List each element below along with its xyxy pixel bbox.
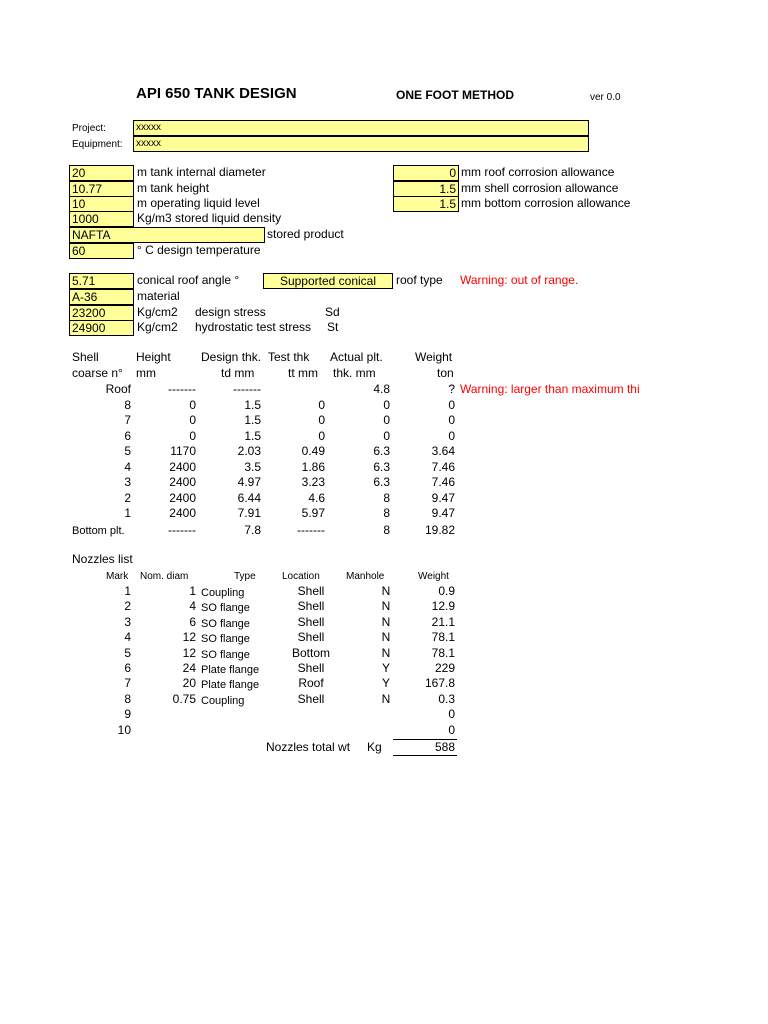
nozzle-cell-location: Shell <box>297 661 325 675</box>
shell-cell-design-thk: 3.5 <box>244 460 261 474</box>
nozzle-cell-type: SO flange <box>201 618 250 630</box>
roof-angle-label: conical roof angle ° <box>137 273 240 287</box>
shell-cell-actual-plt: 0 <box>383 429 390 443</box>
roof-angle-warning: Warning: out of range. <box>460 273 579 287</box>
nozzle-cell-type: Coupling <box>201 587 245 599</box>
test-stress-label: hydrostatic test stress <box>195 320 312 334</box>
nozzle-cell-mark: 5 <box>124 646 131 660</box>
nozzle-cell-mark: 3 <box>124 615 131 629</box>
nozzle-header-location: Location <box>282 571 320 582</box>
shell-header-actual-plt: Actual plt. <box>330 350 383 364</box>
roof-type-select[interactable]: Supported conical <box>263 273 393 289</box>
nozzle-cell-type: Plate flange <box>201 664 260 676</box>
nozzles-title: Nozzles list <box>72 552 133 566</box>
temperature-label: ° C design temperature <box>137 243 261 257</box>
version-label: ver 0.0 <box>590 92 621 103</box>
nozzle-cell-mark: 10 <box>117 723 131 737</box>
nozzle-cell-nom-diam: 4 <box>189 599 196 613</box>
nozzle-cell-type: Plate flange <box>201 679 260 691</box>
product-label: stored product <box>267 227 344 241</box>
shell-cell-course: 4 <box>124 460 131 474</box>
shell-cell-weight: 19.82 <box>424 523 455 537</box>
shell-cell-course: 3 <box>124 475 131 489</box>
density-input[interactable]: 1000 <box>69 211 134 227</box>
shell-cell-weight: 7.46 <box>431 460 455 474</box>
nozzle-cell-manhole: Y <box>381 676 390 690</box>
nozzle-cell-manhole: Y <box>381 661 390 675</box>
shell-header-design-thk: Design thk. <box>201 350 262 364</box>
shell-cell-height: 0 <box>189 429 196 443</box>
nozzle-cell-location: Shell <box>297 584 325 598</box>
height-input[interactable]: 10.77 <box>69 181 134 197</box>
shell-cell-course: 7 <box>124 413 131 427</box>
nozzle-cell-type: SO flange <box>201 633 250 645</box>
test-stress-symbol: St <box>327 320 339 334</box>
shell-cell-design-thk: ------- <box>233 382 261 396</box>
shell-cell-height: 2400 <box>169 475 196 489</box>
design-stress-unit: Kg/cm2 <box>137 305 178 319</box>
nozzle-cell-nom-diam: 6 <box>189 615 196 629</box>
design-stress-label: design stress <box>195 305 266 319</box>
page-title: API 650 TANK DESIGN <box>136 85 297 102</box>
project-label: Project: <box>72 123 106 134</box>
shell-cell-actual-plt: 8 <box>383 491 390 505</box>
nozzles-total-label: Nozzles total wt <box>266 740 351 754</box>
shell-header-course: Shell <box>72 350 99 364</box>
nozzles-total-value: 588 <box>434 740 455 754</box>
shell-corrosion-input[interactable]: 1.5 <box>393 181 459 197</box>
nozzle-cell-mark: 1 <box>124 584 131 598</box>
shell-cell-course: 2 <box>124 491 131 505</box>
shell-cell-height: 0 <box>189 398 196 412</box>
test-stress-unit: Kg/cm2 <box>137 320 178 334</box>
shell-cell-design-thk: 6.44 <box>237 491 261 505</box>
shell-cell-course: 1 <box>124 506 131 520</box>
temperature-input[interactable]: 60 <box>69 243 134 259</box>
bottom-corrosion-input[interactable]: 1.5 <box>393 196 459 212</box>
shell-cell-weight: 0 <box>448 429 455 443</box>
nozzle-header-manhole: Manhole <box>346 571 385 582</box>
nozzle-cell-nom-diam: 24 <box>182 661 196 675</box>
shell-corrosion-label: mm shell corrosion allowance <box>461 181 619 195</box>
nozzle-cell-type: Coupling <box>201 695 245 707</box>
liquid-level-input[interactable]: 10 <box>69 196 134 212</box>
nozzle-cell-weight: 0.3 <box>438 692 455 706</box>
shell-cell-actual-plt: 0 <box>383 398 390 412</box>
design-stress-symbol: Sd <box>325 305 340 319</box>
nozzle-cell-manhole: N <box>381 615 391 629</box>
equipment-input[interactable]: xxxxx <box>133 136 589 152</box>
nozzle-cell-weight: 12.9 <box>431 599 455 613</box>
nozzle-cell-type: SO flange <box>201 649 250 661</box>
shell-cell-design-thk: 2.03 <box>237 444 261 458</box>
nozzle-header-nom-diam: Nom. diam <box>140 571 189 582</box>
nozzle-header-type: Type <box>234 571 256 582</box>
nozzle-cell-mark: 6 <box>124 661 131 675</box>
shell-cell-course: 5 <box>124 444 131 458</box>
nozzle-cell-nom-diam: 1 <box>189 584 196 598</box>
equipment-label: Equipment: <box>72 139 123 150</box>
shell-subheader-test-thk: tt mm <box>288 366 318 380</box>
nozzle-cell-type: SO flange <box>201 602 250 614</box>
shell-cell-weight: 3.64 <box>431 444 455 458</box>
shell-cell-course: Bottom plt. <box>72 525 125 537</box>
nozzles-total-unit: Kg <box>367 740 382 754</box>
shell-subheader-weight: ton <box>437 366 454 380</box>
shell-cell-height: ------- <box>168 523 196 537</box>
nozzle-cell-manhole: N <box>381 584 391 598</box>
bottom-corrosion-label: mm bottom corrosion allowance <box>461 196 631 210</box>
nozzle-cell-nom-diam: 12 <box>182 630 196 644</box>
shell-cell-test-thk: 4.6 <box>308 491 325 505</box>
nozzle-cell-location: Shell <box>297 599 325 613</box>
nozzle-header-weight: Weight <box>418 571 449 582</box>
nozzle-cell-location: Shell <box>297 630 325 644</box>
shell-cell-course: Roof <box>105 382 131 396</box>
shell-cell-test-thk: 5.97 <box>301 506 325 520</box>
shell-cell-test-thk: 0 <box>318 429 325 443</box>
nozzle-cell-location: Roof <box>298 676 324 690</box>
shell-cell-height: 2400 <box>169 506 196 520</box>
shell-cell-actual-plt: 6.3 <box>373 444 390 458</box>
shell-subheader-course: coarse n° <box>72 366 123 380</box>
shell-cell-actual-plt: 4.8 <box>373 382 390 396</box>
shell-cell-design-thk: 7.8 <box>244 523 261 537</box>
shell-cell-actual-plt: 0 <box>383 413 390 427</box>
height-label: m tank height <box>137 181 210 195</box>
shell-cell-test-thk: 1.86 <box>301 460 325 474</box>
shell-cell-weight: ? <box>448 382 455 396</box>
roof-corrosion-label: mm roof corrosion allowance <box>461 165 615 179</box>
shell-cell-weight: 7.46 <box>431 475 455 489</box>
test-stress-input[interactable]: 24900 <box>69 320 134 336</box>
diameter-input[interactable]: 20 <box>69 165 134 181</box>
shell-cell-design-thk: 1.5 <box>244 398 261 412</box>
shell-cell-course: 6 <box>124 429 131 443</box>
nozzle-cell-mark: 7 <box>124 676 131 690</box>
method-label: ONE FOOT METHOD <box>396 88 514 102</box>
shell-cell-weight: 0 <box>448 413 455 427</box>
shell-cell-height: 0 <box>189 413 196 427</box>
shell-cell-test-thk: 0 <box>318 413 325 427</box>
shell-header-test-thk: Test thk <box>268 350 310 364</box>
shell-cell-test-thk: 0.49 <box>301 444 325 458</box>
project-input[interactable]: xxxxx <box>133 120 589 136</box>
total-underline <box>393 755 457 756</box>
nozzle-cell-manhole: N <box>381 599 391 613</box>
shell-cell-height: 2400 <box>169 460 196 474</box>
nozzle-cell-nom-diam: 12 <box>182 646 196 660</box>
nozzle-cell-weight: 229 <box>434 661 455 675</box>
shell-cell-test-thk: 3.23 <box>301 475 325 489</box>
liquid-level-label: m operating liquid level <box>137 196 260 210</box>
shell-cell-design-thk: 4.97 <box>237 475 261 489</box>
shell-cell-test-thk: 0 <box>318 398 325 412</box>
nozzle-header-mark: Mark <box>106 571 129 582</box>
shell-cell-course: 8 <box>124 398 131 412</box>
shell-header-height: Height <box>136 350 171 364</box>
nozzle-cell-mark: 9 <box>124 707 131 721</box>
nozzle-cell-weight: 78.1 <box>431 630 455 644</box>
roof-corrosion-input[interactable]: 0 <box>393 165 459 181</box>
nozzle-cell-manhole: N <box>381 630 391 644</box>
shell-subheader-actual-plt: thk. mm <box>333 366 376 380</box>
shell-cell-height: 1170 <box>170 444 196 458</box>
nozzle-cell-weight: 0 <box>448 723 455 737</box>
nozzle-cell-location: Shell <box>297 615 325 629</box>
nozzle-cell-location: Shell <box>297 692 325 706</box>
roof-thickness-warning: Warning: larger than maximum thi <box>460 382 640 396</box>
nozzle-cell-location: Bottom <box>291 646 330 660</box>
product-input[interactable]: NAFTA <box>69 227 265 243</box>
nozzle-cell-weight: 167.8 <box>424 676 455 690</box>
shell-cell-weight: 9.47 <box>431 491 455 505</box>
nozzle-cell-nom-diam: 20 <box>182 676 196 690</box>
material-label: material <box>137 289 180 303</box>
shell-subheader-design-thk: td mm <box>221 366 255 380</box>
nozzle-cell-weight: 0 <box>448 707 455 721</box>
nozzle-cell-nom-diam: 0.75 <box>172 692 196 706</box>
shell-cell-design-thk: 7.91 <box>237 506 261 520</box>
shell-cell-actual-plt: 8 <box>383 506 390 520</box>
shell-cell-design-thk: 1.5 <box>244 429 261 443</box>
material-input[interactable]: A-36 <box>69 289 134 305</box>
shell-cell-test-thk: ------- <box>297 523 325 537</box>
shell-cell-actual-plt: 6.3 <box>373 475 390 489</box>
shell-header-weight: Weight <box>415 350 453 364</box>
roof-angle-input[interactable]: 5.71 <box>69 273 134 289</box>
nozzle-cell-mark: 8 <box>124 692 131 706</box>
nozzle-cell-manhole: N <box>381 692 391 706</box>
shell-cell-height: ------- <box>168 382 196 396</box>
shell-cell-actual-plt: 6.3 <box>373 460 390 474</box>
nozzle-cell-weight: 21.1 <box>431 615 455 629</box>
nozzle-cell-mark: 4 <box>124 630 131 644</box>
shell-cell-height: 2400 <box>169 491 196 505</box>
shell-cell-design-thk: 1.5 <box>244 413 261 427</box>
nozzle-cell-manhole: N <box>381 646 391 660</box>
shell-cell-weight: 0 <box>448 398 455 412</box>
density-label: Kg/m3 stored liquid density <box>137 211 282 225</box>
shell-cell-actual-plt: 8 <box>383 523 390 537</box>
nozzle-cell-weight: 0.9 <box>438 584 455 598</box>
shell-cell-weight: 9.47 <box>431 506 455 520</box>
nozzle-cell-weight: 78.1 <box>431 646 455 660</box>
design-stress-input[interactable]: 23200 <box>69 305 134 321</box>
diameter-label: m tank internal diameter <box>137 165 266 179</box>
shell-subheader-height: mm <box>136 366 156 380</box>
roof-type-label: roof type <box>396 273 443 287</box>
nozzle-cell-mark: 2 <box>124 599 131 613</box>
